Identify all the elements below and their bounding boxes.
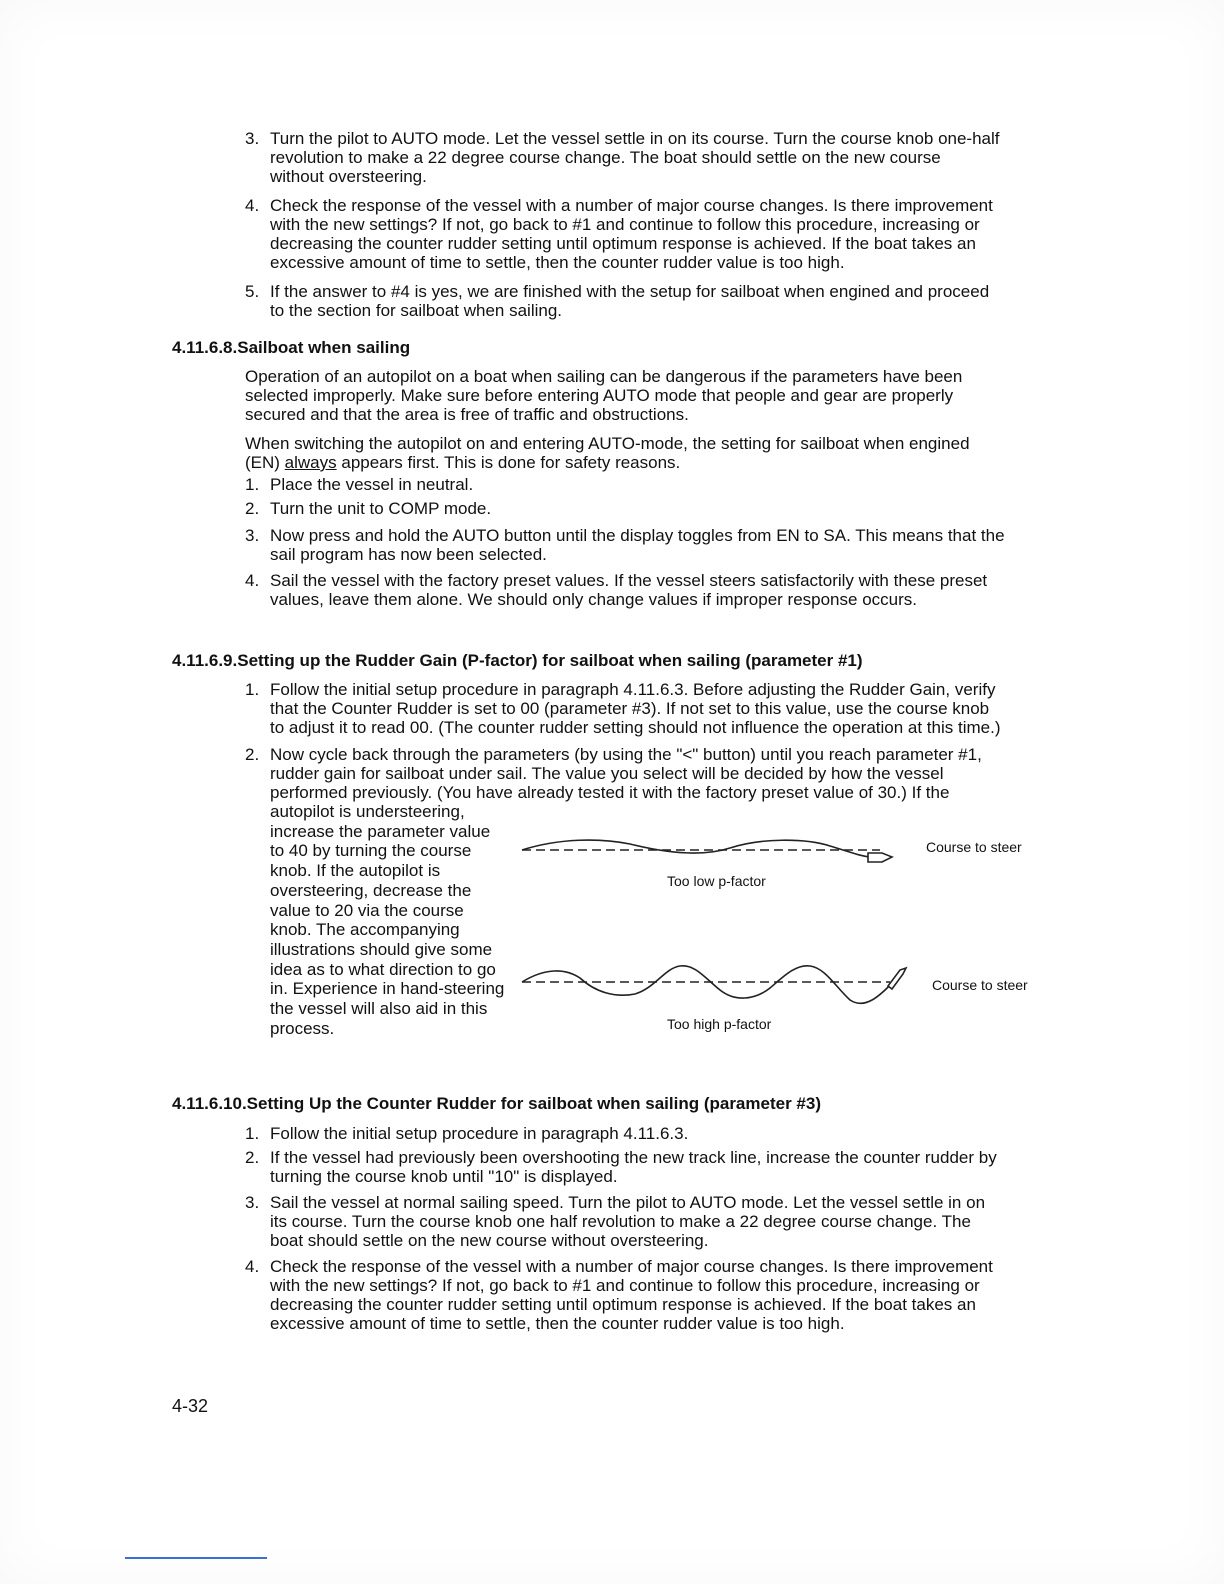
too-low-caption: Too low p-factor	[667, 873, 766, 889]
list-item	[245, 475, 1035, 495]
underlined-word: always	[284, 453, 337, 472]
list-item	[245, 680, 1035, 740]
text-line: rudder gain for sailboat under sail. The value you select will be decided by how the vessel	[270, 764, 944, 783]
text-line: excessive amount of time to settle, then the counter rudder value is too high.	[270, 1314, 845, 1333]
list-item	[245, 129, 1035, 189]
item-number: 2.	[245, 499, 260, 518]
text-line: increase the parameter value	[270, 821, 491, 841]
text-line: knob. If the autopilot is	[270, 861, 441, 881]
list-item	[245, 282, 1035, 322]
text-line: Sail the vessel with the factory preset values. If the vessel steers satisfactorily with these preset	[270, 571, 988, 590]
paragraph	[245, 367, 1035, 424]
list-item	[245, 196, 1035, 276]
course-to-steer-label: Course to steer	[932, 977, 1028, 993]
item-number: 5.	[245, 282, 260, 301]
text-line: to 40 by turning the course	[270, 841, 472, 861]
text-line: Now press and hold the AUTO button until the display toggles from EN to SA. This means that the	[270, 526, 1005, 545]
narrow-paragraph	[270, 802, 520, 1038]
text-line: Turn the pilot to AUTO mode. Let the vessel settle in on its course. Turn the course knob one-half	[270, 129, 1000, 148]
boat-icon	[868, 853, 892, 862]
section-heading: 4.11.6.8.Sailboat when sailing	[172, 338, 411, 357]
text-line: Place the vessel in neutral.	[270, 475, 474, 494]
text-line: excessive amount of time to settle, then the counter rudder value is too high.	[270, 253, 845, 272]
item-number: 4.	[245, 1257, 260, 1276]
text-line: value to 20 via the course	[270, 900, 464, 920]
text-line: that the Counter Rudder is set to 00 (parameter #3). If not set to this value, use the course knob	[270, 699, 990, 718]
text-line: idea as to what direction to go	[270, 959, 496, 979]
page-number: 4-32	[172, 1396, 209, 1416]
list-item	[245, 526, 1035, 566]
text-line: to the section for sailboat when sailing.	[270, 301, 563, 320]
vessel-track	[522, 966, 895, 1004]
text-line: If the vessel had previously been overshooting the new track line, increase the counter rudder by	[270, 1148, 997, 1167]
list-item	[245, 1148, 1035, 1188]
list-item	[245, 571, 1035, 611]
text-line: If the answer to #4 is yes, we are finished with the setup for sailboat when engined and proceed	[270, 282, 990, 301]
text-line: with the new settings? If not, go back to #1 and continue to follow this procedure, increasing or	[270, 215, 980, 234]
text-line: Turn the unit to COMP mode.	[270, 499, 492, 518]
list-item	[245, 499, 1035, 519]
text-line: the vessel will also aid in this	[270, 999, 488, 1019]
text-line: performed previously. (You have already tested it with the factory preset value of 30.) If the	[270, 783, 950, 802]
text-line: boat should settle on the new course without oversteering.	[270, 1231, 709, 1250]
item-number: 3.	[245, 129, 260, 148]
item-number: 2.	[245, 745, 260, 764]
scan-artifact-line	[125, 1557, 267, 1559]
list-item	[245, 745, 1035, 805]
text-line: knob. The accompanying	[270, 920, 460, 940]
text-line: revolution to make a 22 degree course change. The boat should settle on the new course	[270, 148, 941, 167]
list-item	[245, 1124, 1035, 1144]
text-line: When switching the autopilot on and entering AUTO-mode, the setting for sailboat when engined	[245, 434, 970, 453]
text-line: oversteering, decrease the	[270, 880, 472, 900]
section-heading: 4.11.6.10.Setting Up the Counter Rudder for sailboat when sailing (parameter #3)	[172, 1094, 821, 1113]
text-line: illustrations should give some	[270, 939, 493, 959]
paragraph	[245, 434, 1035, 472]
text-line: Operation of an autopilot on a boat when sailing can be dangerous if the parameters have been	[245, 367, 963, 386]
too-low-p-factor-diagram	[520, 830, 910, 875]
text-line: Follow the initial setup procedure in paragraph 4.11.6.3.	[270, 1124, 689, 1143]
text-line: with the new settings? If not, go back to #1 and continue to follow this procedure, increasing or	[270, 1276, 980, 1295]
text-line: process.	[270, 1018, 335, 1038]
section-heading: 4.11.6.9.Setting up the Rudder Gain (P-factor) for sailboat when sailing (parameter #1)	[172, 651, 863, 670]
list-item	[245, 1193, 1035, 1253]
text-line: in. Experience in hand-steering	[270, 979, 505, 999]
too-high-p-factor-diagram	[520, 962, 920, 1018]
too-high-caption: Too high p-factor	[667, 1016, 772, 1032]
list-item	[245, 1257, 1035, 1337]
text-line: sail program has now been selected.	[270, 545, 547, 564]
text-line: autopilot is understeering,	[270, 802, 465, 821]
text-line: to adjust it to read 00. (The counter rudder setting should not influence the operation at this time.)	[270, 718, 1001, 737]
text-line: its course. Turn the course knob one half revolution to make a 22 degree course change. The	[270, 1212, 971, 1231]
item-number: 1.	[245, 1124, 260, 1143]
item-number: 3.	[245, 526, 260, 545]
text-line: decreasing the counter rudder setting until optimum response is achieved. If the boat takes an	[270, 234, 976, 253]
item-number: 4.	[245, 571, 260, 590]
text-line: selected improperly. Make sure before entering AUTO mode that people and gear are properly	[245, 386, 954, 405]
vessel-track	[522, 840, 870, 857]
course-to-steer-label: Course to steer	[926, 839, 1022, 855]
item-number: 1.	[245, 475, 260, 494]
text-line: Follow the initial setup procedure in paragraph 4.11.6.3. Before adjusting the Rudder Gain, verify	[270, 680, 996, 699]
text-line: secured and that the area is free of traffic and obstructions.	[245, 405, 689, 424]
item-number: 2.	[245, 1148, 260, 1167]
boat-icon	[888, 968, 906, 989]
item-number: 1.	[245, 680, 260, 699]
text-line: without oversteering.	[270, 167, 427, 186]
text-line: (EN) always appears first. This is done for safety reasons.	[245, 453, 681, 472]
text-line: Now cycle back through the parameters (by using the "<" button) until you reach parameter #1,	[270, 745, 982, 764]
item-number: 3.	[245, 1193, 260, 1212]
text-line: decreasing the counter rudder setting until optimum response is achieved. If the boat takes an	[270, 1295, 976, 1314]
text-line: turning the course knob until "10" is displayed.	[270, 1167, 618, 1186]
item-number: 4.	[245, 196, 260, 215]
text-line: values, leave them alone. We should only change values if improper response occurs.	[270, 590, 917, 609]
text-line: Check the response of the vessel with a number of major course changes. Is there improvement	[270, 196, 993, 215]
text-line: Check the response of the vessel with a number of major course changes. Is there improvement	[270, 1257, 993, 1276]
text-line: Sail the vessel at normal sailing speed. Turn the pilot to AUTO mode. Let the vessel settle in on	[270, 1193, 986, 1212]
